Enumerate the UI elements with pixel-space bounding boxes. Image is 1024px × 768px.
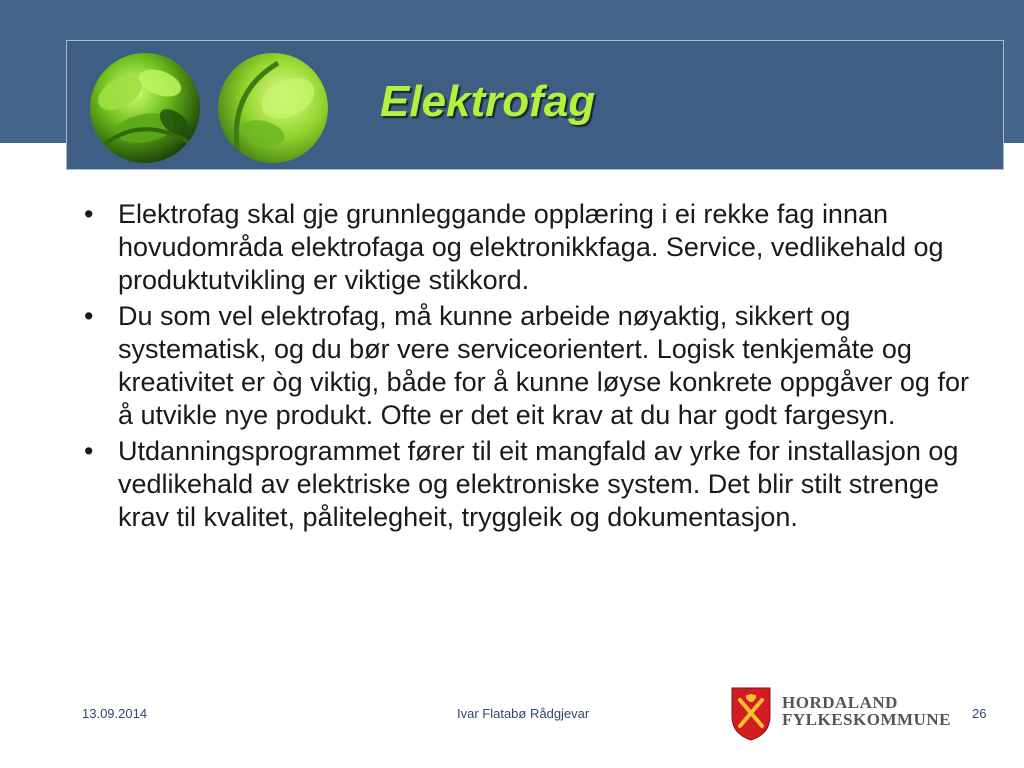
bullet-text: Du som vel elektrofag, må kunne arbeide nøyaktig, sikkert og systematisk, og du bør vere serviceorientert. Logisk tenkjemåte og kreativitet er òg viktig, både for å kunne løyse konkrete oppgåver og for å utvikle nye produkt. Ofte er det eit krav at du har godt fargesyn. (118, 301, 969, 430)
logo-line-2: FYLKESKOMMUNE (782, 710, 951, 729)
logo-line-1: HORDALAND (782, 693, 898, 712)
bullet-text: Utdanningsprogrammet fører til eit mangfald av yrke for installasjon og vedlikehald av elektriske og elektroniske system. Det blir stilt strenge krav til kvalitet, pålitelegheit, tryggleik og dokumentasjon. (118, 436, 959, 532)
footer-author: Ivar Flatabø Rådgjevar (457, 706, 590, 721)
bullet-marker: • (84, 199, 94, 229)
footer-date: 13.09.2014 (82, 706, 148, 721)
slide-title: Elektrofag (380, 77, 596, 126)
bullet-list (82, 198, 982, 537)
bullet-item (82, 198, 982, 297)
bullet-item (82, 435, 982, 534)
leaf-photo-right (218, 53, 328, 163)
shield-icon (730, 686, 772, 742)
bullet-text: Elektrofag skal gje grunnleggande opplæring i ei rekke fag innan hovudområda elektrofaga og elektronikkfaga. Service, vedlikehald og produktutvikling er viktige stikkord. (118, 199, 944, 295)
bullet-marker: • (84, 301, 94, 331)
county-logo (730, 686, 951, 742)
bullet-marker: • (84, 436, 94, 466)
bullet-item (82, 300, 982, 432)
logo-text (782, 694, 951, 728)
leaf-photo-left (90, 53, 200, 163)
page-number: 26 (972, 706, 987, 721)
